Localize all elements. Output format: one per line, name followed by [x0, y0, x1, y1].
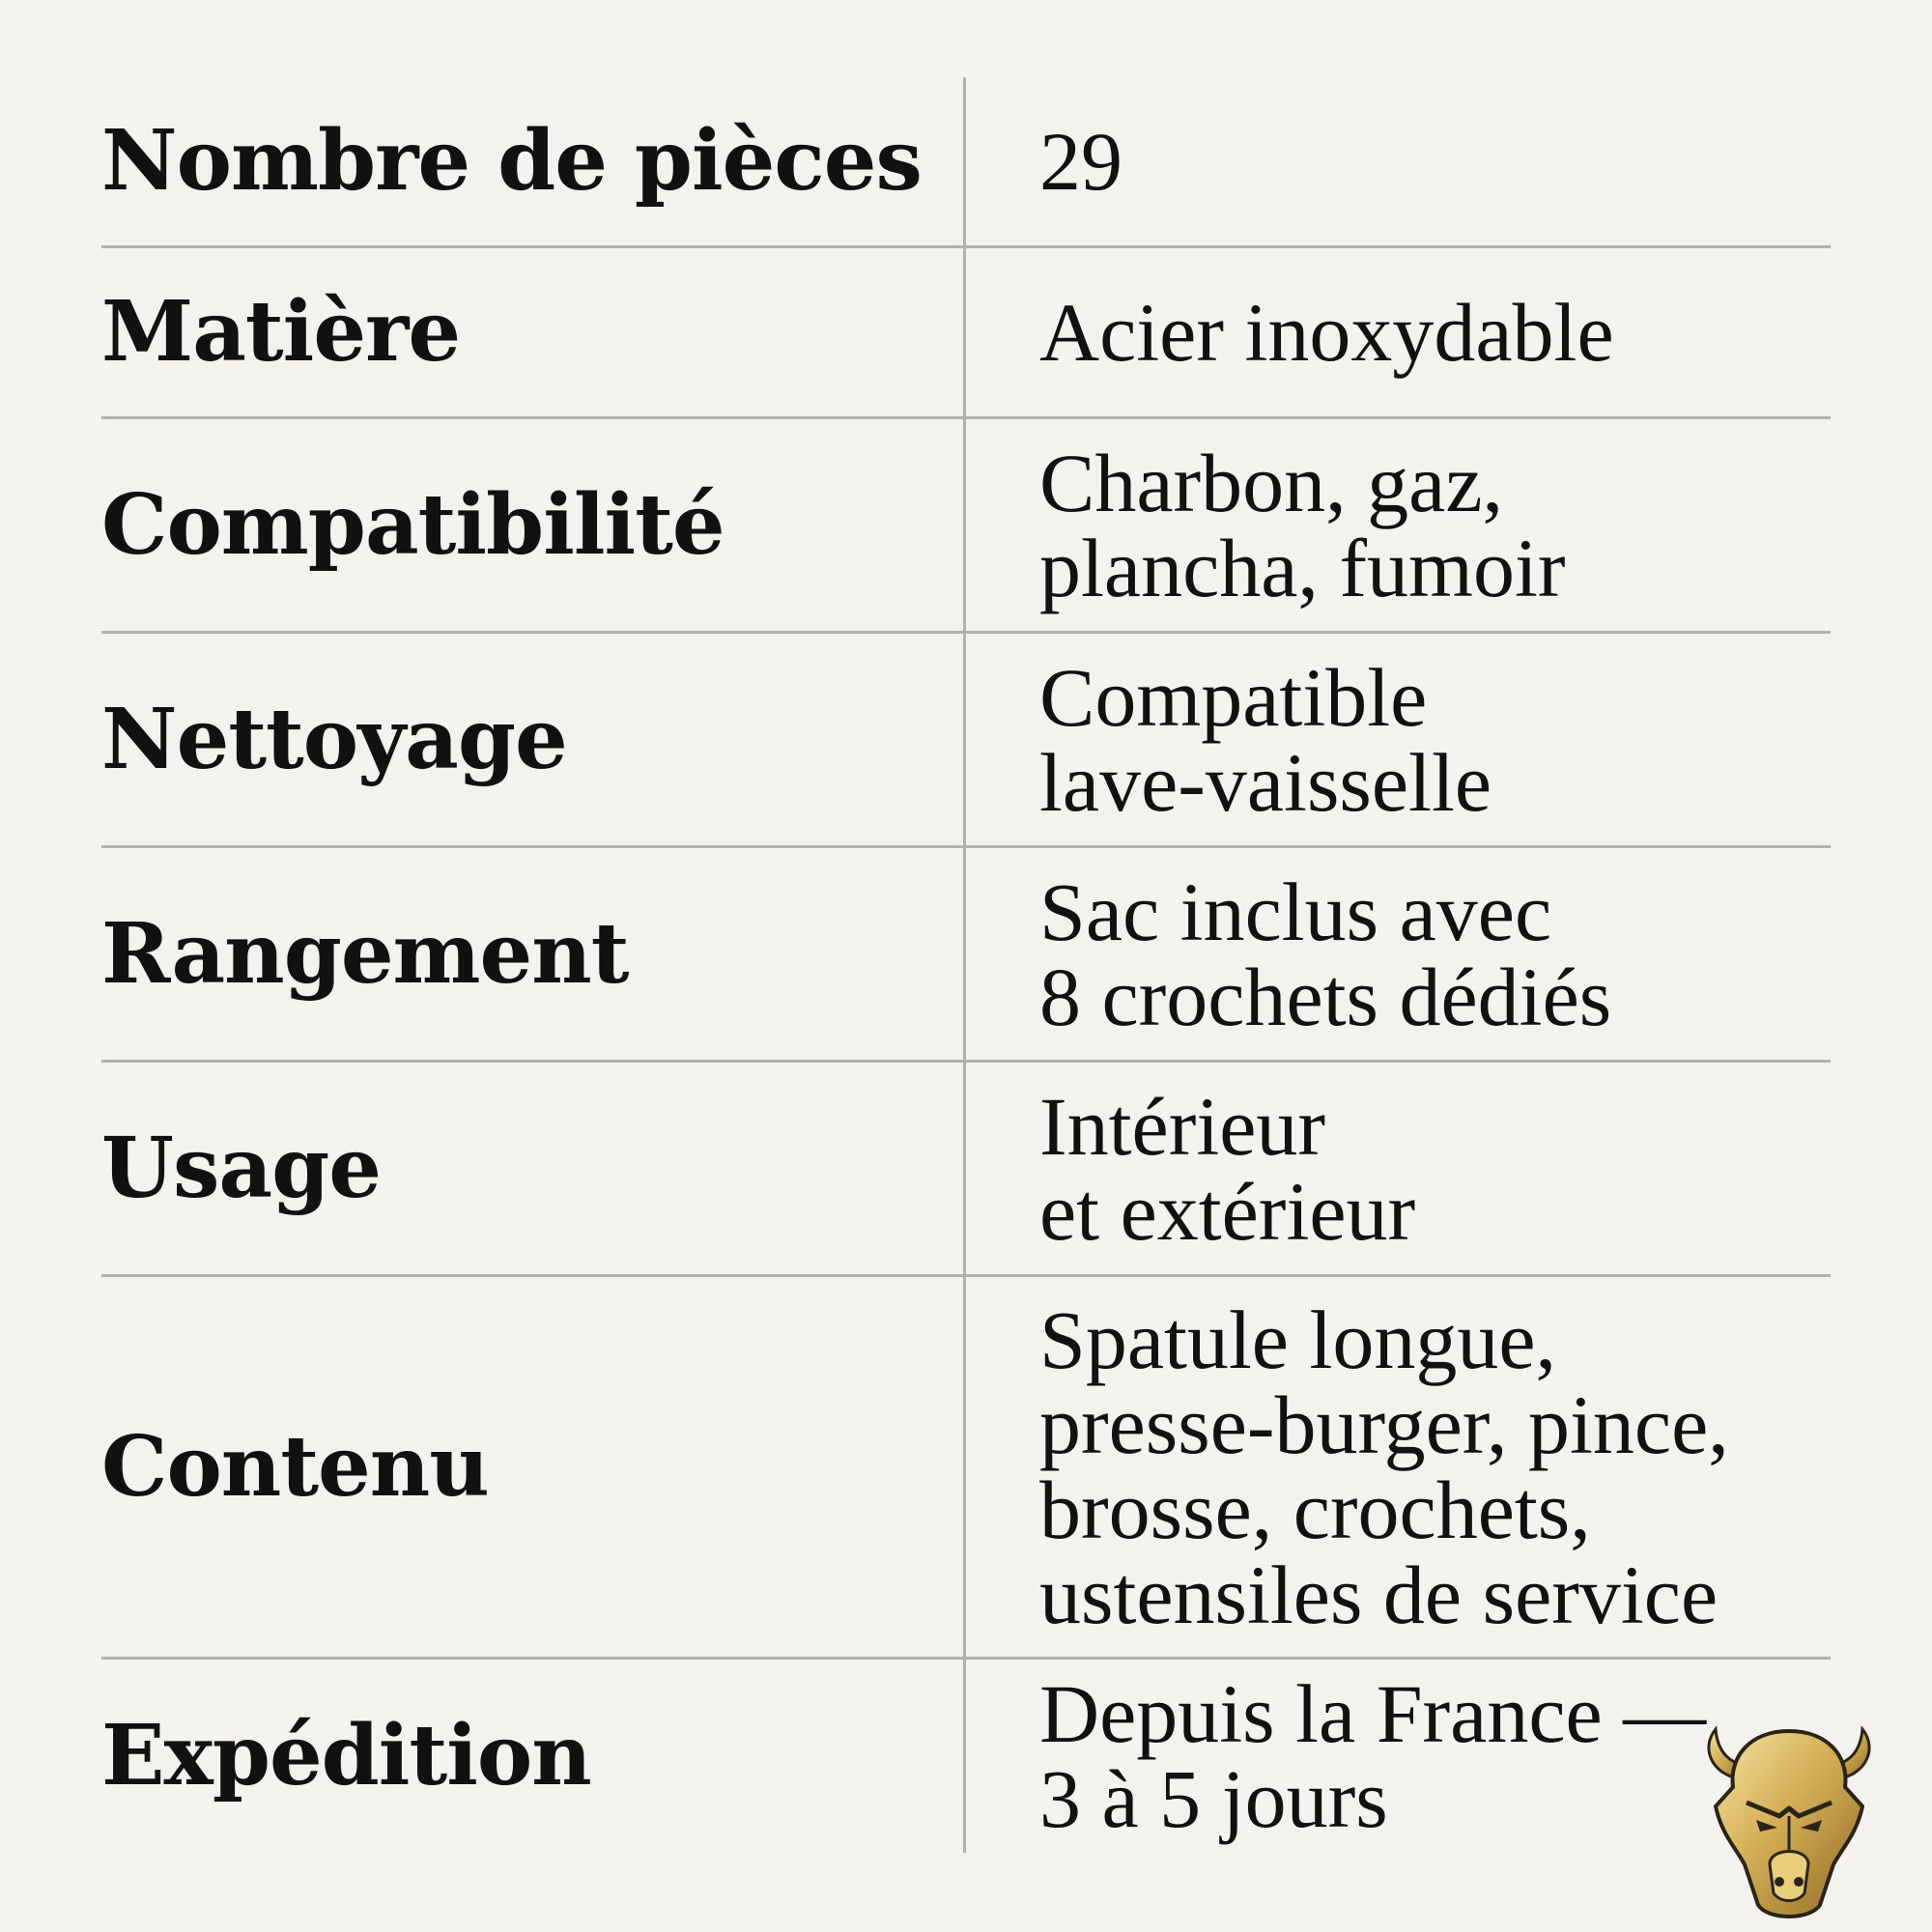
spec-label: Expédition	[101, 1707, 591, 1804]
spec-row-nettoyage	[101, 634, 1831, 848]
spec-value: Sac inclus avec 8 crochets dédiés	[1039, 865, 1612, 1043]
spec-value: Acier inoxydable	[1039, 286, 1614, 379]
spec-row-contenu	[101, 1277, 1831, 1660]
bison-head-icon	[1692, 1719, 1886, 1932]
spec-label: Usage	[101, 1119, 381, 1217]
spec-value: Depuis la France — 3 à 5 jours	[1039, 1667, 1707, 1845]
spec-value: Spatule longue, presse-burger, pince, brosse, crochets, ustensiles de service	[1039, 1293, 1729, 1641]
spec-value: Charbon, gaz, plancha, fumoir	[1039, 436, 1566, 614]
spec-value: Compatible lave-vaisselle	[1039, 650, 1492, 829]
spec-row-pieces	[101, 77, 1831, 248]
spec-label: Nombre de pièces	[101, 112, 922, 210]
spec-value: Intérieur et extérieur	[1039, 1079, 1416, 1258]
spec-row-matiere	[101, 248, 1831, 419]
spec-row-compatibilite	[101, 419, 1831, 634]
spec-row-usage	[101, 1063, 1831, 1277]
spec-label: Nettoyage	[101, 690, 567, 788]
spec-label: Rangement	[101, 904, 629, 1003]
spec-row-expedition	[101, 1660, 1831, 1853]
spec-row-rangement	[101, 848, 1831, 1063]
spec-label: Contenu	[101, 1417, 489, 1516]
spec-table	[101, 77, 1831, 1853]
spec-label: Compatibilité	[101, 475, 724, 574]
spec-label: Matière	[101, 283, 461, 381]
spec-value: 29	[1039, 115, 1122, 208]
